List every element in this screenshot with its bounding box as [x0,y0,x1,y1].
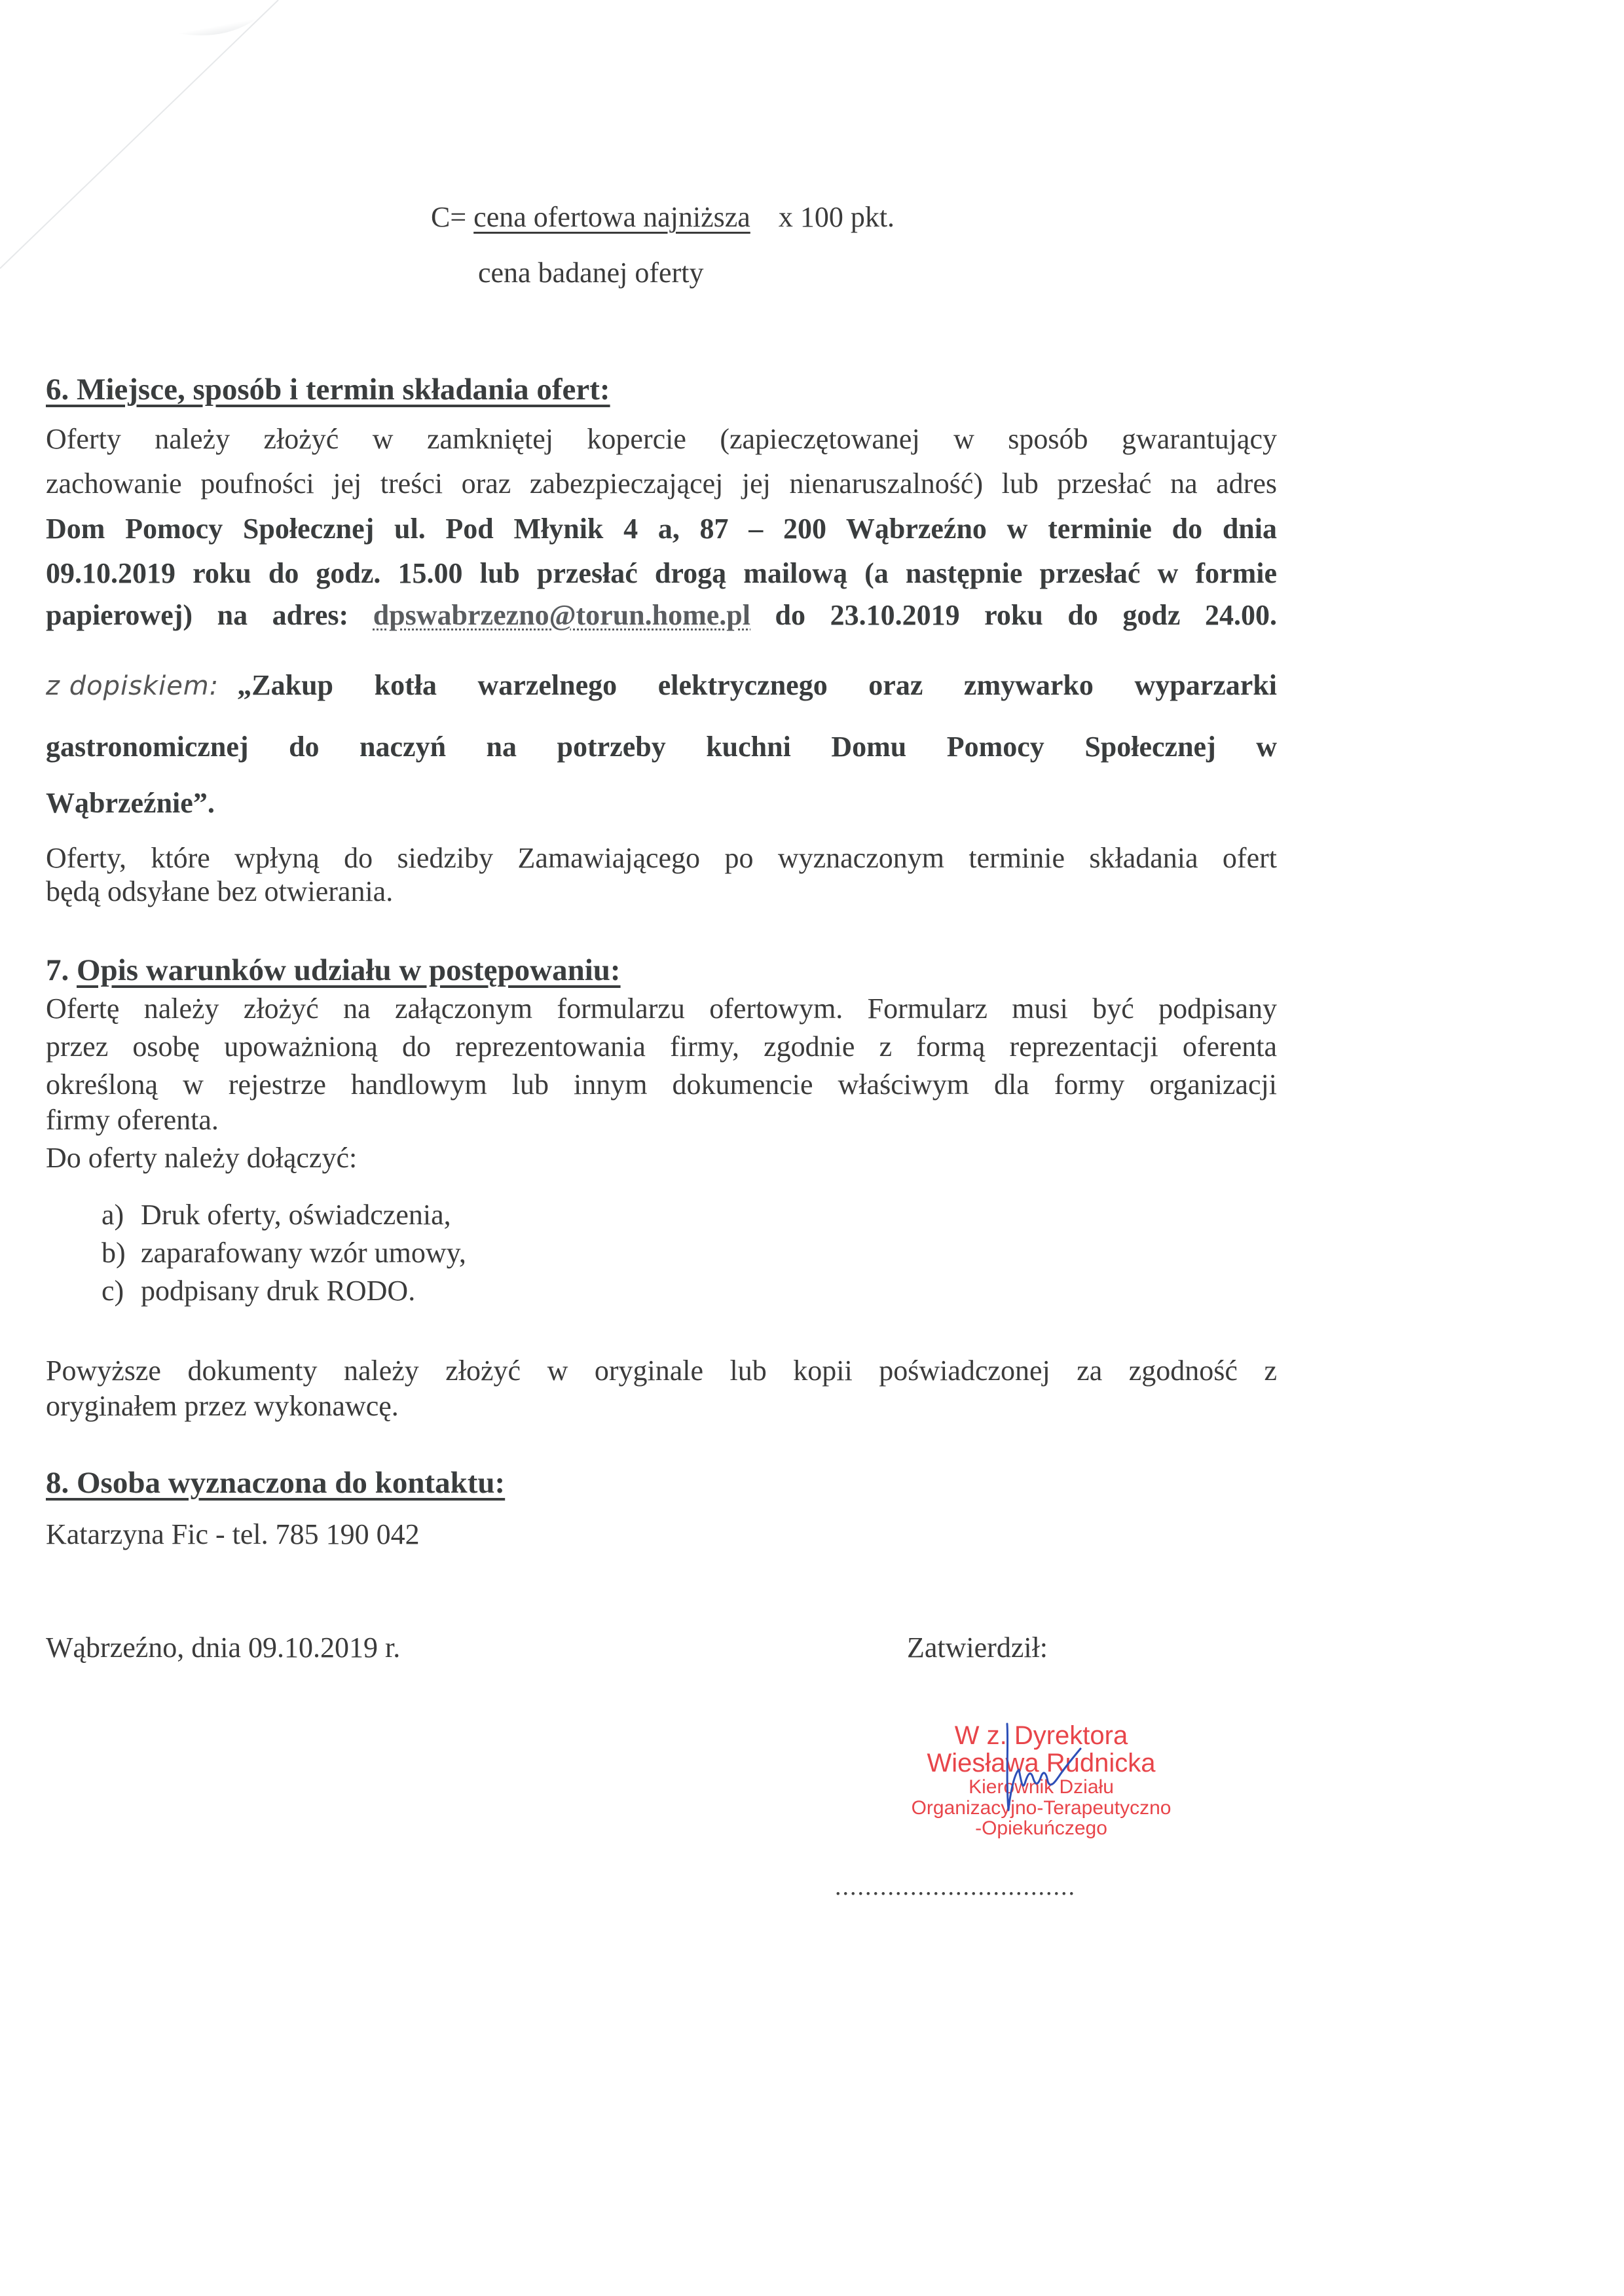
section6-note-line-1 [46,671,1277,701]
formula-numerator: cena ofertowa najniższa [473,201,750,233]
formula-prefix: C= [431,201,467,233]
section6-line: zachowanie poufności jej treści oraz zabezpieczającej jej nienaruszalność) lub przesłać na adres [46,467,1277,500]
attachment-item [101,1274,415,1307]
section7-docs-line: Powyższe dokumenty należy złożyć w oryginale lub kopii poświadczonej za zgodność z [46,1355,1277,1387]
signature-line: ................................ [835,1873,1076,1901]
attachments-intro: Do oferty należy dołączyć: [46,1142,358,1174]
formula [431,203,895,232]
stamp-line: Wiesława Rudnicka [927,1749,1156,1777]
section7-heading [46,953,621,988]
attachment-marker: b) [101,1237,126,1269]
section6-line: Oferty należy złożyć w zamkniętej kopercie (zapieczętowanej w sposób gwarantujący [46,423,1277,455]
formula-multiplier: x 100 pkt. [778,201,895,233]
section6-late-line: będą odsyłane bez otwierania. [46,875,394,907]
section6-note-line-2: gastronomicznej do naczyń na potrzeby kuchni Domu Pomocy Społecznej w [46,731,1277,763]
attachment-text: zaparafowany wzór umowy, [141,1237,466,1269]
section7-number: 7. [46,953,69,987]
email-line-before: papierowej) na adres: [46,599,373,631]
section7-title: Opis warunków udziału w postępowaniu: [77,953,621,987]
email-link[interactable]: dpswabrzezno@torun.home.pl [373,599,750,631]
section7-docs-line: oryginałem przez wykonawcę. [46,1390,399,1422]
section6-note-line-3: Wąbrzeźnie”. [46,787,215,819]
page-fold-corner [0,0,314,275]
handwritten-signature [982,1719,1100,1836]
note-title: „Zakup kotła warzelnego elektrycznego oraz zmywarko wyparzarki [237,669,1277,701]
email-line-after: do 23.10.2019 roku do godz 24.00. [750,599,1277,631]
stamp-line: Kierownik Działu [969,1776,1114,1798]
section7-line: firmy oferenta. [46,1104,219,1136]
approved-label: Zatwierdził: [907,1631,1048,1664]
stamp-line: W z. Dyrektora [954,1721,1128,1750]
section7-line: Ofertę należy złożyć na załączonym formularzu ofertowym. Formularz musi być podpisany [46,993,1277,1025]
section6-email-line [46,601,1277,630]
stamp-line: -Opiekuńczego [975,1817,1107,1839]
stamp-line: Organizacyjno-Terapeutyczno [911,1796,1172,1819]
section8-heading: 8. Osoba wyznaczona do kontaktu: [46,1466,506,1500]
place-date: Wąbrzeźno, dnia 09.10.2019 r. [46,1631,401,1664]
section6-deadline-line: 09.10.2019 roku do godz. 15.00 lub przesłać drogą mailową (a następnie przesłać w formie [46,557,1277,589]
attachment-text: podpisany druk RODO. [141,1275,416,1307]
section7-line: przez osobę upoważnioną do reprezentowania firmy, zgodnie z formą reprezentacji oferenta [46,1030,1277,1063]
attachment-marker: a) [101,1199,124,1231]
section6-late-line: Oferty, które wpłyną do siedziby Zamawiającego po wyznaczonym terminie składania ofert [46,842,1277,874]
attachment-text: Druk oferty, oświadczenia, [141,1199,451,1231]
section7-line: określoną w rejestrze handlowym lub innym dokumencie właściwym dla formy organizacji [46,1068,1277,1101]
contact-person: Katarzyna Fic - tel. 785 190 042 [46,1518,420,1550]
attachment-item [101,1236,466,1269]
formula-denominator: cena badanej oferty [478,257,704,289]
note-label: z dopiskiem: [46,671,219,701]
attachment-marker: c) [101,1275,124,1307]
section6-address-line: Dom Pomocy Społecznej ul. Pod Młynik 4 a, 87 – 200 Wąbrzeźno w terminie do dnia [46,513,1277,545]
attachment-item [101,1198,451,1231]
section6-heading: 6. Miejsce, sposób i termin składania ofert: [46,373,610,407]
